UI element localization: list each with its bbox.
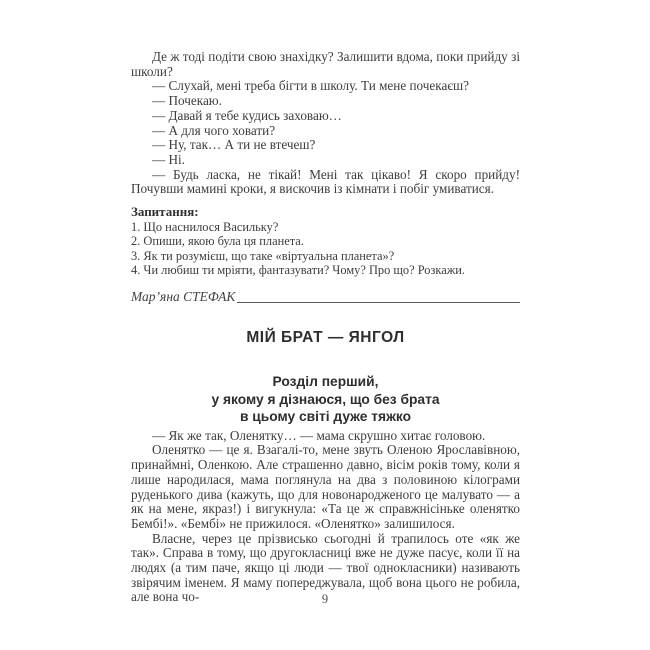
story-paragraph: Оленятко — це я. Взагалі-то, мене звуть Оленою Ярославівною, принаймні, Оленкою. Але страшенно давно, вісім років тому, коли я лише народилася, мама поглянула на два з половиною кілограми руденького дива (кажуть, що для новонародженого це малувато — а як на мене, якраз!) і вигукнула: «Та це ж справжнісіньке оленятко Бембі!». «Бембі» не прижилося. «Оленятко» залишилося. [131, 442, 520, 531]
page-number: 9 [321, 592, 329, 606]
dialogue-line: — А для чого ховати? [152, 122, 276, 138]
story-title: МІЙ БРАТ — ЯНГОЛ [246, 329, 405, 347]
story-text [131, 429, 520, 605]
author-line [131, 289, 520, 305]
questions-heading: Запитання: [131, 204, 199, 220]
dialogue-line: — Ну, так… А ти не втечеш? [152, 137, 316, 153]
dialogue-line: — Будь ласка, не тікай! Мені так цікаво! Я скоро прийду! Почувши мамині кроки, я вискочив із кімнати і побіг умиватися. [131, 166, 520, 197]
story-line: Де ж тоді подіти свою знахідку? Залишити вдома, поки прийду зі школи? [131, 49, 520, 79]
chapter-heading-line: Розділ перший, [272, 374, 379, 390]
chapter-heading-line: у якому я дізнаюся, що без брата [211, 391, 440, 407]
dialogue-line: — Слухай, мені треба бігти в школу. Ти мене почекаєш? [152, 78, 470, 94]
dialogue-line: — Почекаю. [152, 93, 222, 109]
dialogue-line: — Давай я тебе кудись заховаю… [152, 107, 342, 123]
story-continuation [131, 50, 520, 197]
chapter-heading-line: в цьому світі дуже тяжко [239, 409, 412, 425]
fill-in-line [237, 302, 520, 303]
chapter-heading [131, 373, 520, 426]
question-item: 2. Опиши, якою була ця планета. [131, 234, 304, 249]
question-item: 3. Як ти розумієш, що таке «віртуальна планета»? [131, 248, 395, 263]
story-paragraph: — Як же так, Оленятку… — мама скрушно хитає головою. [152, 427, 486, 443]
book-page [131, 50, 520, 605]
dialogue-line: — Ні. [152, 151, 185, 167]
author-name: Мар’яна СТЕФАК [131, 289, 236, 305]
questions-block [131, 204, 520, 277]
story-paragraph: Власне, через це прізвисько сьогодні й трапилось оте «як же так». Справа в тому, що другокласниці вже не дуже пасує, коли її на людях (а тим паче, якщо ці люди — твої однокласники) називають звірячим іменем. Я маму попереджувала, щоб вона цього не робила, але вона чо- [131, 530, 520, 605]
question-item: 4. Чи любиш ти мріяти, фантазувати? Чому? Про що? Розкажи. [131, 262, 466, 277]
question-item: 1. Що наснилося Васильку? [131, 220, 279, 235]
